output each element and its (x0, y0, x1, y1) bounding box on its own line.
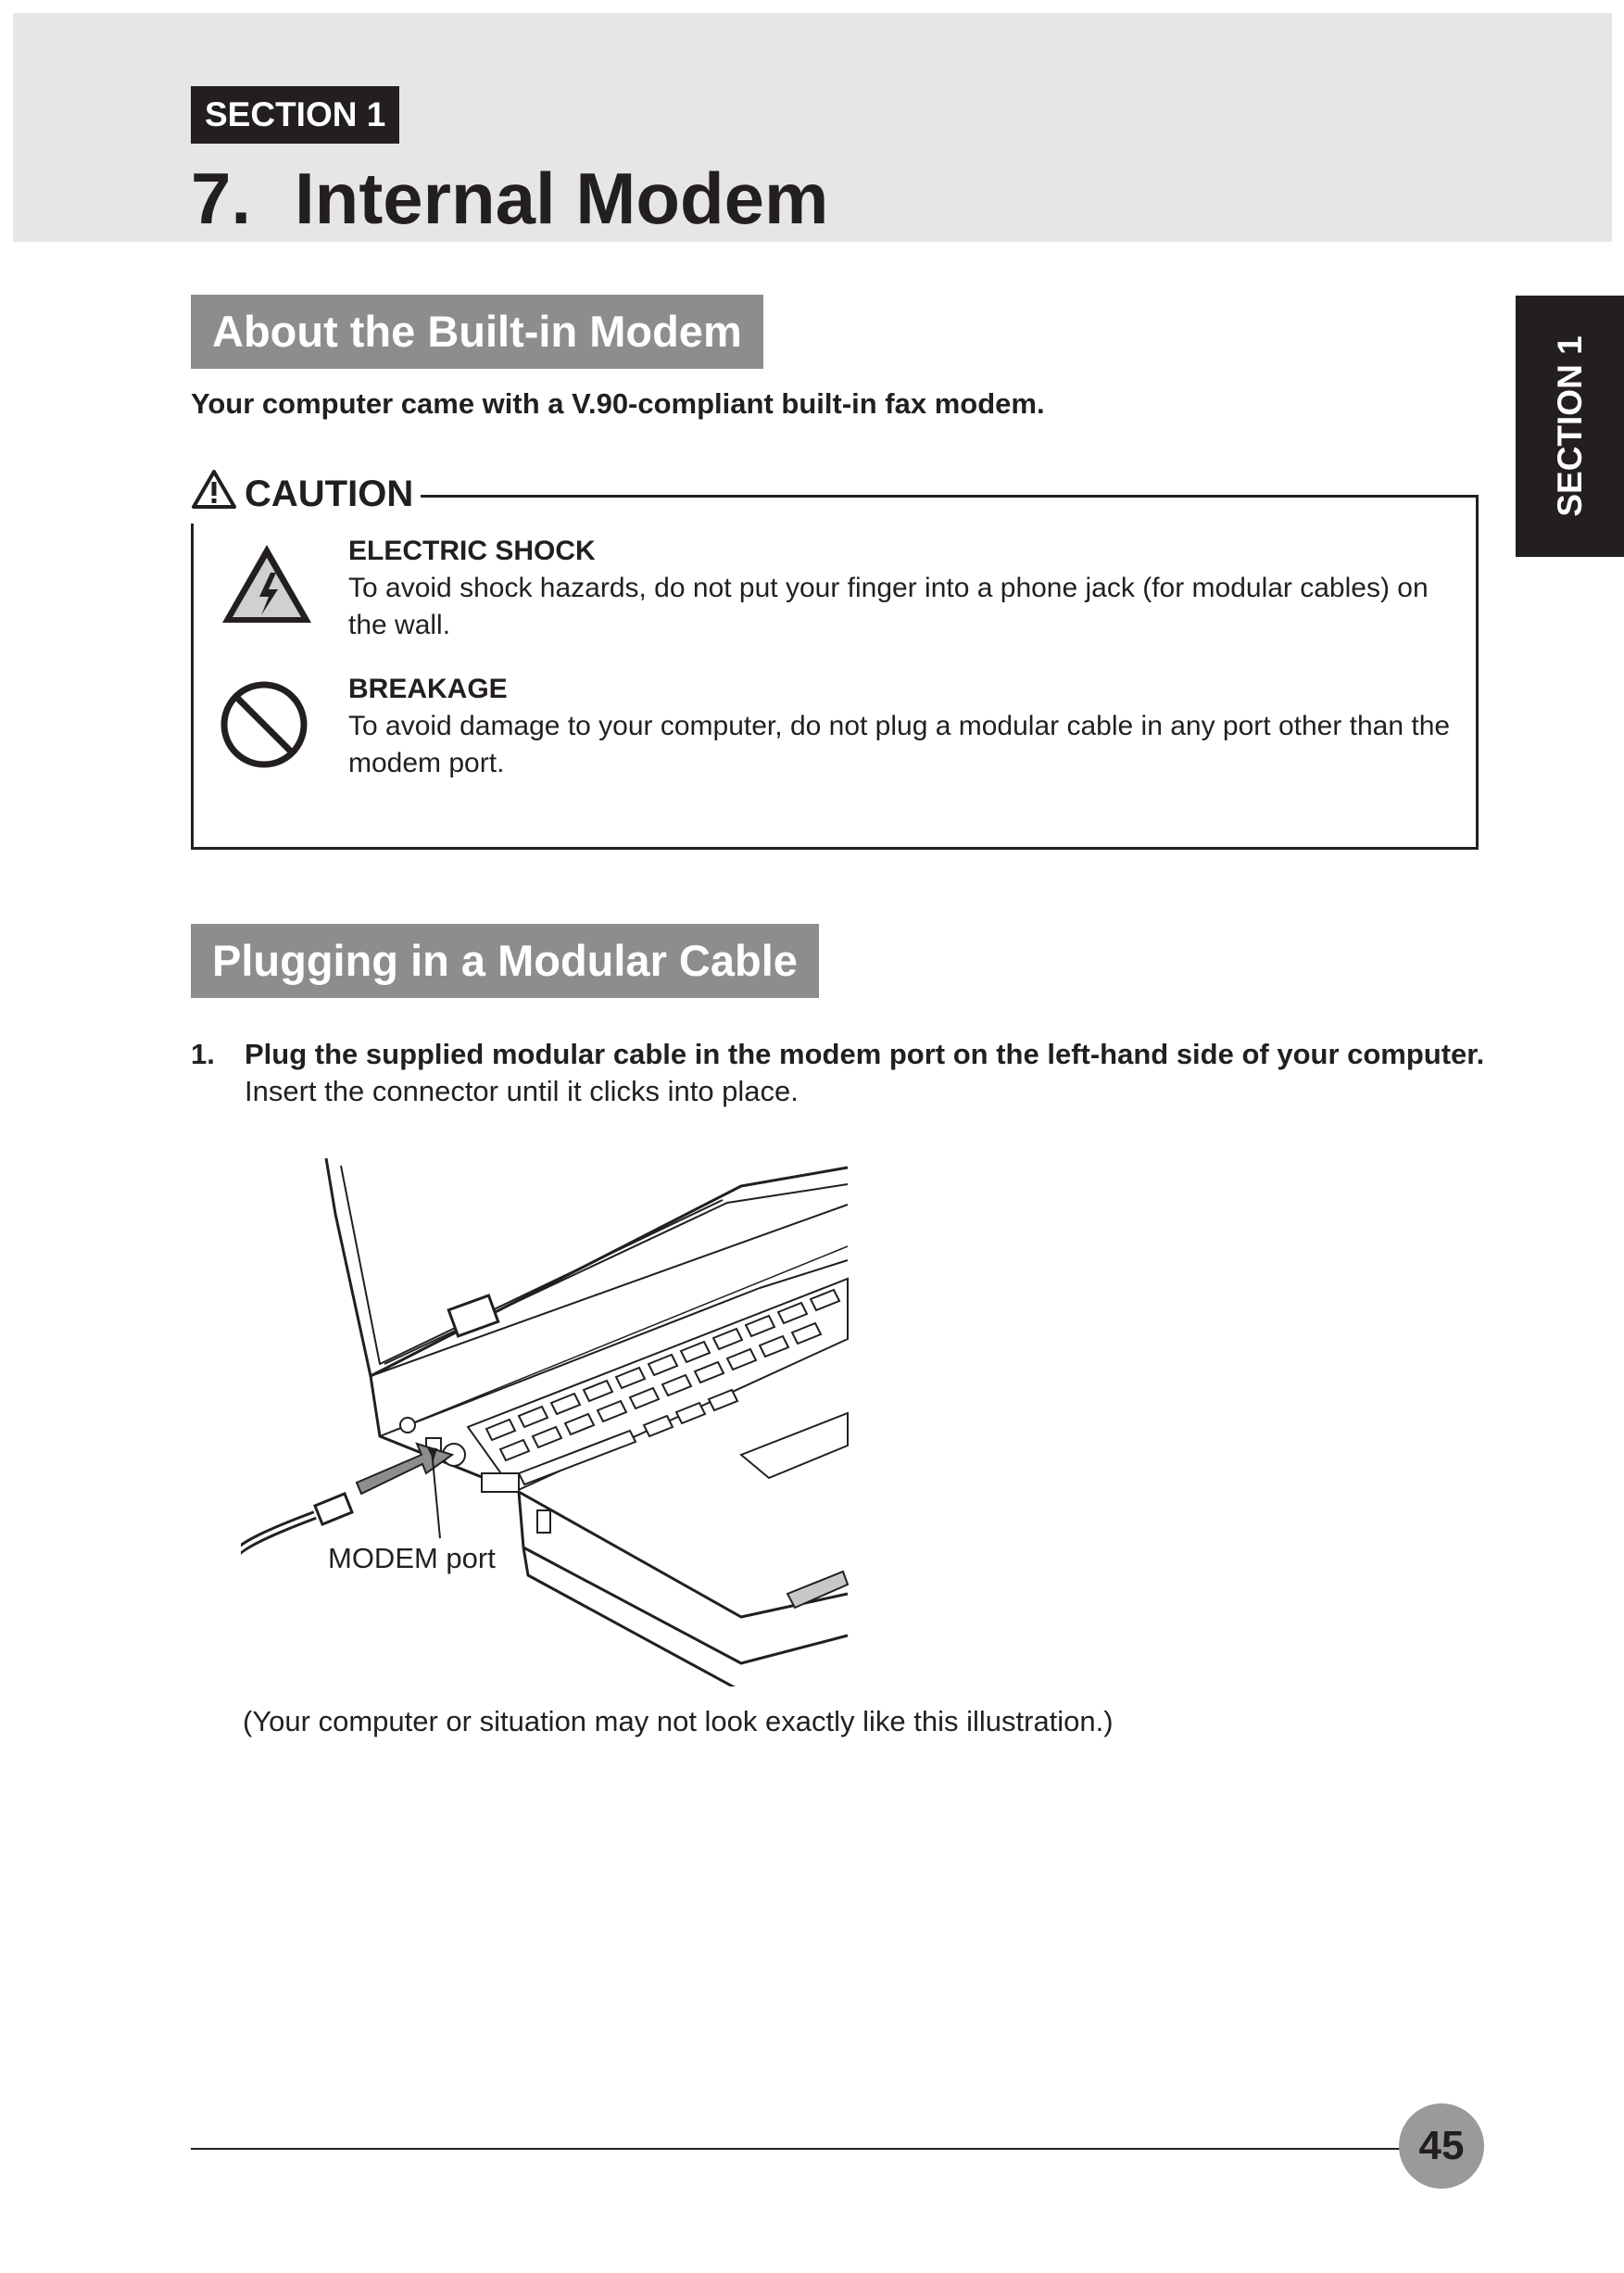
about-intro: Your computer came with a V.90-compliant built-in fax modem. (191, 387, 1045, 420)
step-detail: Insert the connector until it clicks into place. (245, 1075, 799, 1107)
caution-legend (191, 464, 421, 524)
caution-item-text: To avoid damage to your computer, do not plug a modular cable in any port other than the modem port. (348, 711, 1451, 778)
caution-triangle-icon (191, 469, 237, 510)
prohibition-icon (219, 679, 309, 770)
step-1 (191, 1036, 1506, 1110)
caution-item-title: BREAKAGE (348, 674, 508, 704)
caution-item-title: ELECTRIC SHOCK (348, 536, 596, 566)
step-instruction: Plug the supplied modular cable in the modem port on the left-hand side of your computer. (245, 1038, 1485, 1070)
section-label: SECTION 1 (191, 86, 399, 144)
figure-caption: (Your computer or situation may not look exactly like this illustration.) (243, 1705, 1114, 1737)
side-tab-label: SECTION 1 (1550, 335, 1589, 517)
footer-rule (191, 2148, 1479, 2150)
step-number: 1. (191, 1038, 215, 1070)
chapter-title-text: Internal Modem (295, 158, 829, 239)
laptop-modem-illustration (241, 1149, 852, 1686)
electric-shock-warning-icon (219, 541, 315, 626)
section-side-tab (1516, 296, 1624, 557)
chapter-number: 7. (191, 158, 252, 239)
caution-item-shock (348, 533, 1469, 644)
caution-label: CAUTION (245, 474, 414, 514)
chapter-title (191, 156, 828, 241)
about-heading: About the Built-in Modem (191, 295, 763, 369)
caution-item-text: To avoid shock hazards, do not put your finger into a phone jack (for modular cables) on the wall. (348, 573, 1429, 640)
page-number: 45 (1399, 2103, 1484, 2189)
modem-port-callout: MODEM port (328, 1542, 496, 1574)
caution-item-breakage (348, 671, 1469, 782)
plugging-heading: Plugging in a Modular Cable (191, 924, 819, 998)
